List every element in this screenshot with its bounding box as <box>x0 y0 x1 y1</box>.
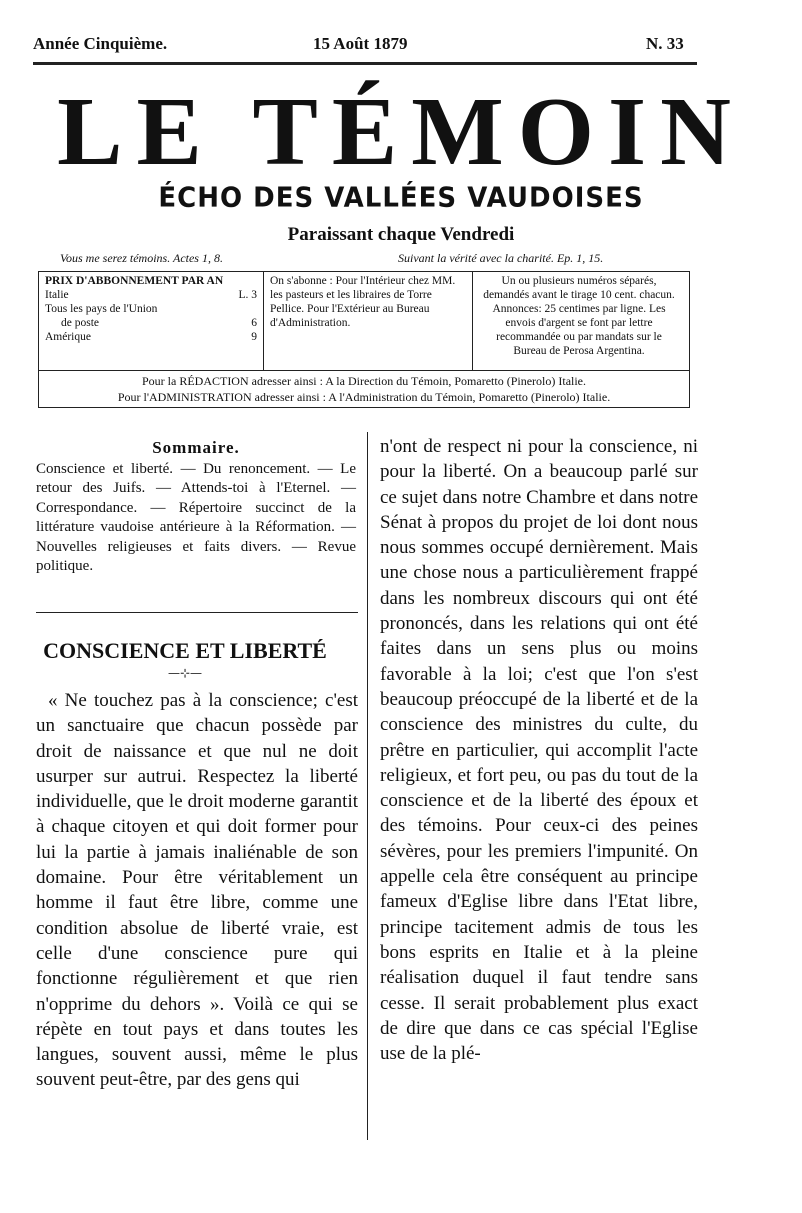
price-row: Tous les pays de l'Union <box>45 303 158 315</box>
info-box <box>38 271 690 408</box>
summary-text: Conscience et liberté. — Du renoncement. — Le retour des Juifs. — Attends-toi à l'Eternel. — Correspondance. — Répertoire succinct de la littérature vaudoise antérieure à la Réformation. — Nouvelles religieuses et faits divers. — Revue politique. <box>36 460 356 574</box>
motto-right: Suivant la vérité avec la charité. Ep. 1, 15. <box>398 251 604 265</box>
issue-date: 15 Août 1879 <box>313 34 408 53</box>
notices-info: Un ou plusieurs numéros séparés, demandés avant le tirage 10 cent. chacun. Annonces: 25 centimes par ligne. Les envois d'argent se font par lettre recommandée ou par mandats sur le Bureau de Perosa Argentina. <box>483 275 675 357</box>
article-title: CONSCIENCE ET LIBERTÉ <box>43 638 327 663</box>
volume-label: Année Cinquième. <box>33 34 168 53</box>
price-row: Amérique 9 <box>45 331 257 343</box>
summary <box>36 438 356 577</box>
masthead-title: LE TÉMOIN <box>57 78 745 186</box>
top-rule <box>33 62 697 65</box>
subscription-prices <box>39 272 264 370</box>
price-row: de poste 6 <box>61 317 257 329</box>
administration-address: Pour l'ADMINISTRATION adresser ainsi : A l'Administration du Témoin, Pomaretto (Pinerolo) Italie. <box>117 390 611 404</box>
column-divider <box>367 432 368 1140</box>
subscription-title: PRIX D'ABBONNEMENT PAR AN <box>45 275 224 287</box>
summary-rule <box>36 612 358 613</box>
title-ornament: —⊹— <box>167 666 203 680</box>
publication-frequency: Paraissant chaque Vendredi <box>287 224 515 245</box>
issue-number: N. 33 <box>646 34 684 53</box>
masthead-subtitle: ÉCHO DES VALLÉES VAUDOISES <box>158 182 644 214</box>
motto-left: Vous me serez témoins. Actes 1, 8. <box>60 251 223 265</box>
redaction-address: Pour la RÉDACTION adresser ainsi : A la Direction du Témoin, Pomaretto (Pinerolo) Italie. <box>141 374 587 388</box>
article-paragraph: n'ont de respect ni pour la conscience, ni pour la liberté. On a beaucoup parlé sur ce sujet dans notre Chambre et dans notre Sénat à propos du projet de loi dont nous nous sommes occupé dernièrement. Mais une chose nous a particulièrement frappé dans les nombreux discours qui ont été prononcés, dans les relations qui ont été faites dans un sens plus ou moins favorable à la loi; c'est que l'on s'est beaucoup préoccupé de la liberté et de la conscience des ministres du culte, du prêtre en particulier, qui accomplit l'acte religieux, et fort peu, ou pas du tout de la conscience et de la liberté des époux et des témoins. Pour ceux-ci des peines sévères, pour les premiers l'impunité. On appelle cela être conséquent au principe fameux d'Eglise libre dans l'Etat libre, principe tacitement admis de tous les bons esprits en Italie et à la pleine réalisation duquel il faut tendre sans cesse. Il serait probablement plus exact de dire que dans ce cas spécial l'Eglise use de la plé- <box>380 436 698 1065</box>
price-row: Italie L. 3 <box>45 289 257 301</box>
article-right-column <box>380 434 698 1066</box>
subscribe-info: On s'abonne : Pour l'Intérieur chez MM. les pasteurs et les libraires de Torre Pellice. Pour l'Extérieur au Bureau d'Administration. <box>264 272 473 370</box>
article-left-column <box>36 688 358 1093</box>
summary-title: Sommaire. <box>152 438 240 457</box>
article-paragraph: « Ne touchez pas à la conscience; c'est un sanctuaire que chacun possède par droit de naissance et que nul ne doit usurper sur autrui. Respectez la liberté individuelle, que le droit moderne garantit à chaque citoyen et qui doit former pour lui la partie à jamais inaliénable de son domaine. Pour être véritablement un homme il faut être libre, comme une condition absolue de liberté vraie, est celle d'une conscience pure qui fonctionne régulièrement et que rien n'opprime du dehors ». Voilà ce qui se répète en tout pays et dans toutes les langues, souvent aussi, même le plus souvent peut-être, par des gens qui <box>36 690 358 1091</box>
